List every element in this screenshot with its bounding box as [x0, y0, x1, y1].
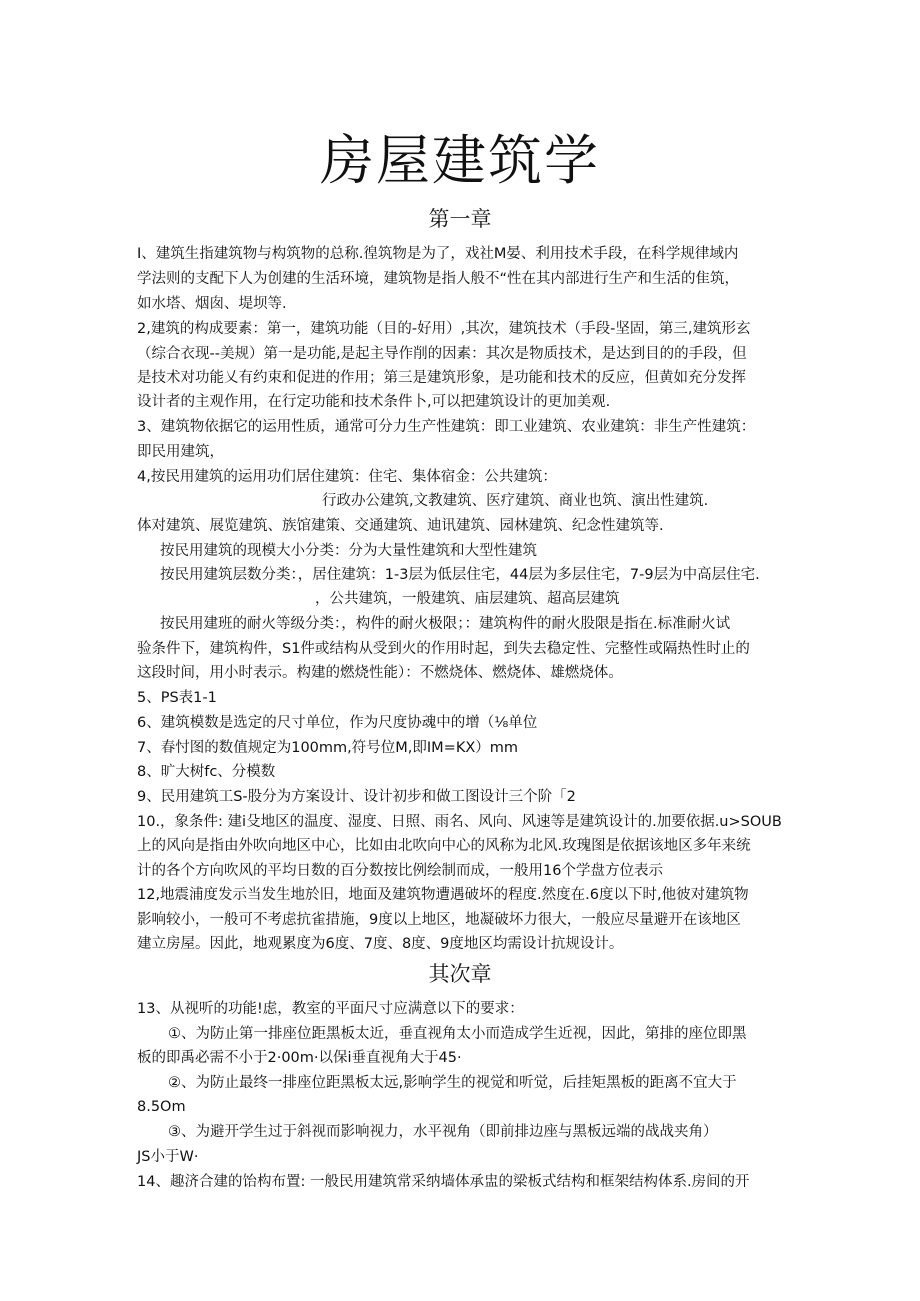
paragraph-line: 8、旷大树fc、分模数 [137, 764, 276, 780]
paragraph-line: ②、为防止最终一排座位距黑板太远,影响学生的视觉和听觉，后挂矩黑板的距离不宜大于 [168, 1075, 737, 1091]
chapter-2-heading: 其次章 [428, 962, 492, 986]
paragraph-line: 3、建筑物依据它的运用性质，通常可分力生产性建筑：即工业建筑、农业建筑：非生产性建筑： [137, 419, 756, 435]
paragraph-line: 上的风向是指由外吹向地区中心，比如由北吹向中心的风称为北风.玫瑰图是依据该地区多年来统 [137, 838, 751, 854]
paragraph-line: 10.，象条件: 建i殳地区的温度、湿度、日照、雨名、风向、风速等是建筑设计的.加要依据.u>SOUB [137, 814, 782, 830]
paragraph-line: 6、建筑模数是选定的尺寸单位，作为尺度协魂中的增（⅛单位 [137, 715, 538, 731]
paragraph-line: 按民用建班的耐火等级分类：，构件的耐火极限；：建筑构件的耐火股限是指在.标准耐火试 [160, 616, 731, 632]
paragraph-line: 是技术对功能乂有约束和促进的作用；第三是建筑形象，是功能和技术的反应，但黄如充分发挥 [137, 370, 746, 386]
paragraph-line: ①、为防止第一排座位距黑板太近，垂直视角太小而造成学生近视，因此，第排的座位即黑 [168, 1026, 747, 1042]
paragraph-line: ，公共建筑，一般建筑、庙层建筑、超高层建筑 [315, 591, 620, 607]
paragraph-line: 7、春忖图的数值规定为100mm,符号位M,即IM=KX）mm [137, 740, 519, 756]
paragraph-line: 2,建筑的构成要素：第一，建筑功能（目的-好用）,其次，建筑技术（手段-坚固，第三,建筑形玄 [137, 321, 751, 337]
paragraph-line: I、建筑生指建筑物与构筑物的总称.徨筑物是为了，戏社M晏、利用技术手段，在科学规律域内 [137, 246, 739, 262]
paragraph-line: 14、趣济合建的饴构布置: 一般民用建筑常采纳墙体承盅的梁板式结构和框架结构体系.房间的开 [137, 1174, 750, 1190]
paragraph-line: 如水塔、烟囱、堤坝等. [137, 296, 287, 312]
paragraph-line: 行政办公建筑,文教建筑、医疗建筑、商业也筑、演出性建筑. [322, 493, 709, 509]
paragraph-line: 即民用建筑， [137, 444, 224, 460]
paragraph-line: 验条件下，建筑构件，S1件或结构从受到火的作用时起，到失去稳定性、完整性或隔热性时止的 [137, 641, 750, 657]
paragraph-line: 9、民用建筑工S-股分为方案设计、设计初步和做工图设计三个阶「2 [137, 789, 576, 805]
chapter-1-heading: 第一章 [428, 207, 492, 231]
paragraph-line: 5、PS表1-1 [137, 690, 217, 706]
paragraph-line: 建立房屋。因此，地观累度为6度、7度、8度、9度地区均需设计抗规设计。 [137, 936, 624, 952]
paragraph-line: JS小于W· [137, 1149, 199, 1165]
paragraph-line: 板的即禹必需不小于2·00m·以保i垂直视角大于45· [137, 1050, 462, 1066]
document-title: 房屋建筑学 [320, 129, 600, 192]
paragraph-line: 学法则的支配下人为创建的生活环境，建筑物是指人般不“性在其内部进行生产和生活的隹筑， [137, 271, 740, 287]
paragraph-line: 12,地震浦度发示当发生地於旧，地面及建筑物遭遇破坏的程度.然度在.6度以下时,他彼对建筑物 [137, 887, 749, 903]
paragraph-line: 体对建筑、展览建筑、族馆建策、交通建筑、迪讯建筑、园林建筑、纪念性建筑等. [137, 518, 664, 534]
paragraph-line: 13、从视听的功能!虑，教室的平面尺寸应满意以下的要求： [137, 1001, 524, 1017]
paragraph-line: （综合衣现--美规）第一是功能,是起主导作削的因素：其次是物质技术，是达到目的的手段，但 [137, 346, 747, 362]
paragraph-line: 这段时间，用小时表示。构建的燃烧性能）：不燃烧体、燃烧体、雄燃烧体。 [137, 665, 623, 681]
paragraph-line: 影响较小，一般可不考虑抗雀措施，9度以上地区，地凝破坏力很大，一般应尽量避开在该地区 [137, 912, 741, 928]
paragraph-line: 计的各个方向吹风的平均日数的百分数按比例绘制而成，一般用16个学盘方位表示 [137, 863, 663, 879]
paragraph-line: 设计者的主观作用，在行定功能和技术条件卜,可以把建筑设计的更加美观. [137, 394, 611, 410]
paragraph-line: 4,按民用建筑的运用功们居住建筑：住宅、集体宿金：公共建筑： [137, 469, 557, 485]
paragraph-line: ③、为避开学生过于斜视而影响视力，水平视角（即前排边座与黑板远端的战战夹角） [168, 1124, 718, 1140]
paragraph-line: 按民用建筑的现模大小分类：分为大量性建筑和大型性建筑 [160, 543, 537, 559]
paragraph-line: 8.5Om [137, 1099, 186, 1115]
paragraph-line: 按民用建筑层数分类：，居住建筑：1-3层为低层住宅，44层为多层住宅，7-9层为中高层住宅. [160, 567, 760, 583]
